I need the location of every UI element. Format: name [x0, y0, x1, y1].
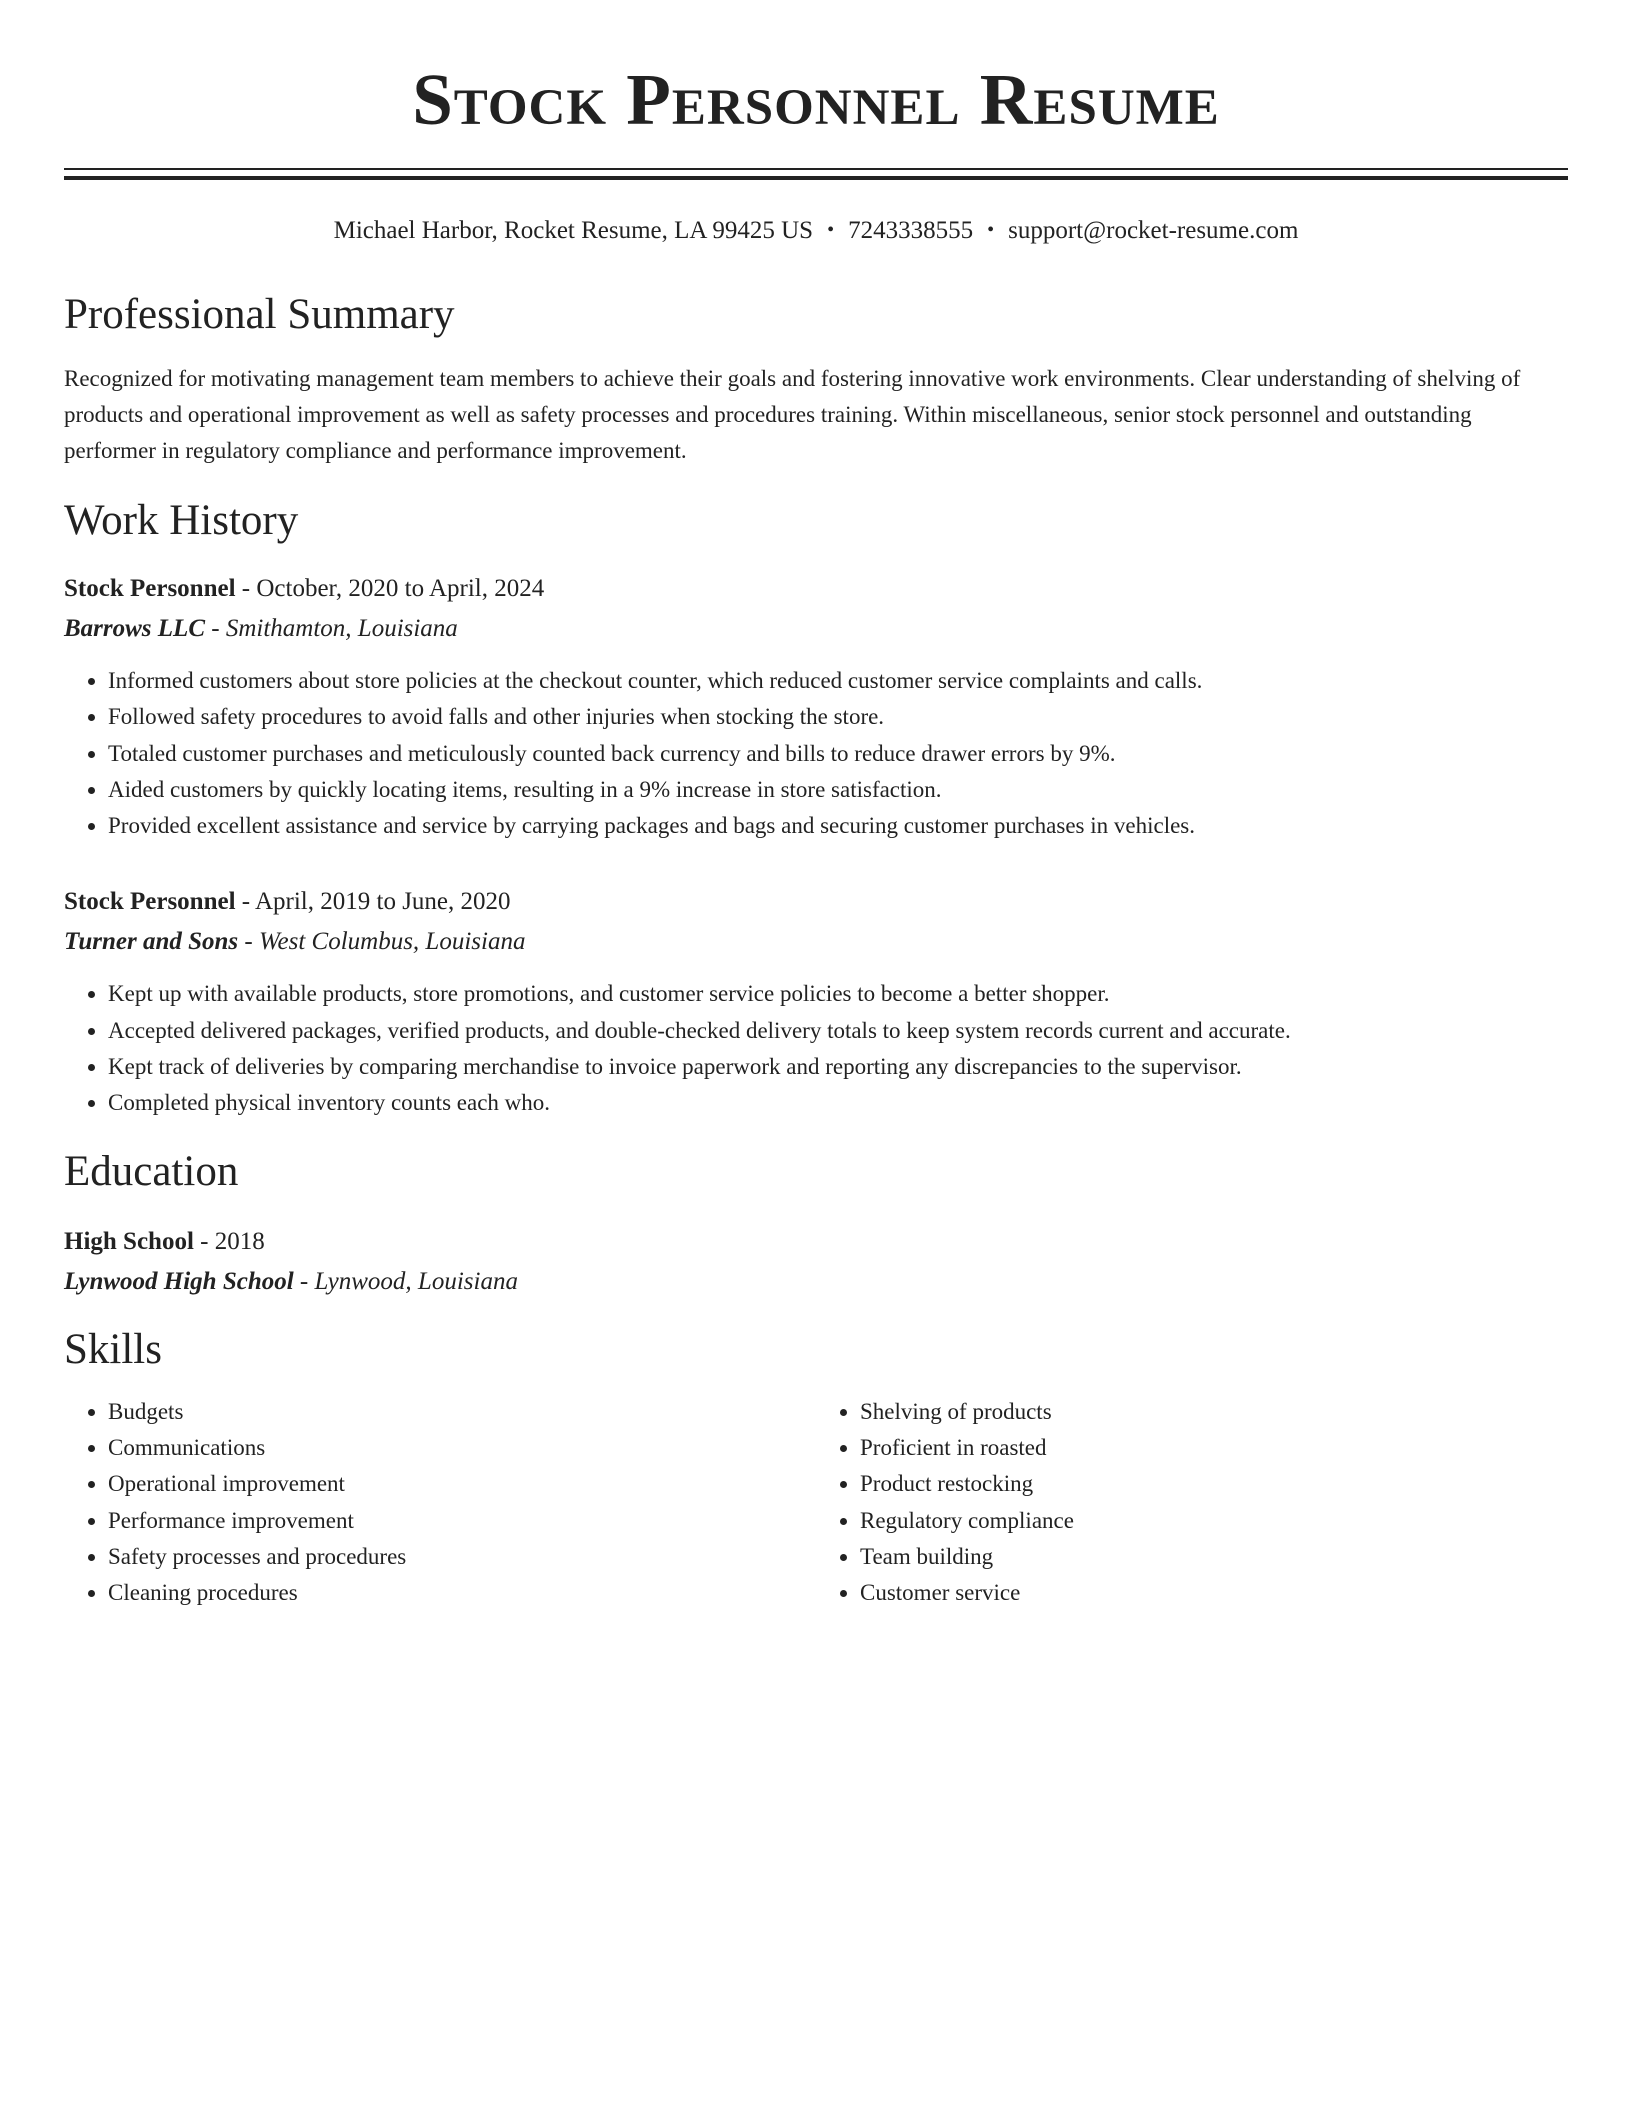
job-title-line	[64, 569, 1568, 609]
skills-column-left	[64, 1394, 816, 1612]
skill-item: • Team building	[860, 1539, 1568, 1575]
job-entry	[64, 569, 1568, 844]
job-bullet: • Totaled customer purchases and meticulously counted back currency and bills to reduce drawer errors by 9%.	[108, 736, 1568, 772]
section-heading-work-history: Work History	[64, 497, 299, 544]
education-entry	[64, 1222, 1568, 1302]
job-bullets	[64, 663, 1568, 844]
job-entry	[64, 882, 1568, 1121]
contact-line	[64, 214, 1568, 247]
skill-item: • Customer service	[860, 1575, 1568, 1611]
job-bullet: • Kept track of deliveries by comparing merchandise to invoice paperwork and reporting any discrepancies to the supervisor.	[108, 1049, 1568, 1085]
job-bullet: • Aided customers by quickly locating items, resulting in a 9% increase in store satisfaction.	[108, 772, 1568, 808]
contact-address: Michael Harbor, Rocket Resume, LA 99425 US	[333, 217, 814, 244]
job-bullet: • Completed physical inventory counts each who.	[108, 1085, 1568, 1121]
section-heading-summary: Professional Summary	[64, 291, 455, 338]
skill-item: • Regulatory compliance	[860, 1503, 1568, 1539]
skills-column-right	[816, 1394, 1568, 1612]
company-name: Barrows LLC	[64, 615, 206, 642]
job-bullet: • Followed safety procedures to avoid falls and other injuries when stocking the store.	[108, 699, 1568, 735]
job-bullet: • Accepted delivered packages, verified products, and double-checked delivery totals to keep system records current and accurate.	[108, 1013, 1568, 1049]
job-title: Stock Personnel	[64, 575, 236, 602]
degree-line	[64, 1222, 1568, 1262]
skill-item: • Communications	[108, 1430, 816, 1466]
contact-separator: •	[827, 219, 835, 241]
title-double-rule	[64, 168, 1568, 180]
school-name: Lynwood High School	[64, 1267, 294, 1295]
school-location: - Lynwood, Louisiana	[293, 1267, 518, 1295]
section-heading-skills: Skills	[64, 1325, 162, 1373]
skill-item: • Shelving of products	[860, 1394, 1568, 1430]
skills-grid	[64, 1394, 1568, 1612]
job-bullet: • Informed customers about store policies at the checkout counter, which reduced customer service complaints and calls.	[108, 663, 1568, 699]
document-title: Stock Personnel Resume	[412, 59, 1220, 140]
company-line	[64, 922, 1568, 962]
contact-phone: 7243338555	[848, 217, 974, 244]
summary-text: Recognized for motivating management team members to achieve their goals and fostering innovative work environments. Clear understanding of shelving of products and operational improvement as well as safety processes and procedures training. Within miscellaneous, senior stock personnel and outstanding performer in regulatory compliance and performance improvement.	[64, 366, 1521, 463]
company-location: - West Columbus, Louisiana	[238, 928, 526, 956]
company-name: Turner and Sons	[64, 928, 239, 956]
skill-item: • Performance improvement	[108, 1503, 816, 1539]
section-heading-education: Education	[64, 1147, 239, 1195]
job-bullet: • Kept up with available products, store promotions, and customer service policies to become a better shopper.	[108, 976, 1568, 1012]
job-title: Stock Personnel	[64, 888, 236, 916]
job-dates: - April, 2019 to June, 2020	[235, 888, 511, 916]
company-location: - Smithamton, Louisiana	[205, 615, 458, 642]
skill-item: • Cleaning procedures	[108, 1575, 816, 1611]
graduation-year: - 2018	[193, 1227, 265, 1255]
school-line	[64, 1262, 1568, 1302]
skill-item: • Proficient in roasted	[860, 1430, 1568, 1466]
degree: High School	[64, 1227, 194, 1255]
contact-email: support@rocket-resume.com	[1008, 217, 1299, 244]
skill-item: • Operational improvement	[108, 1466, 816, 1502]
contact-separator: •	[987, 219, 995, 241]
skill-item: • Budgets	[108, 1394, 816, 1430]
skill-item: • Safety processes and procedures	[108, 1539, 816, 1575]
job-title-line	[64, 882, 1568, 922]
job-bullets	[64, 976, 1568, 1121]
job-bullet: • Provided excellent assistance and service by carrying packages and bags and securing customer purchases in vehicles.	[108, 808, 1568, 844]
company-line	[64, 609, 1568, 649]
skill-item: • Product restocking	[860, 1466, 1568, 1502]
job-dates: - October, 2020 to April, 2024	[235, 575, 545, 602]
